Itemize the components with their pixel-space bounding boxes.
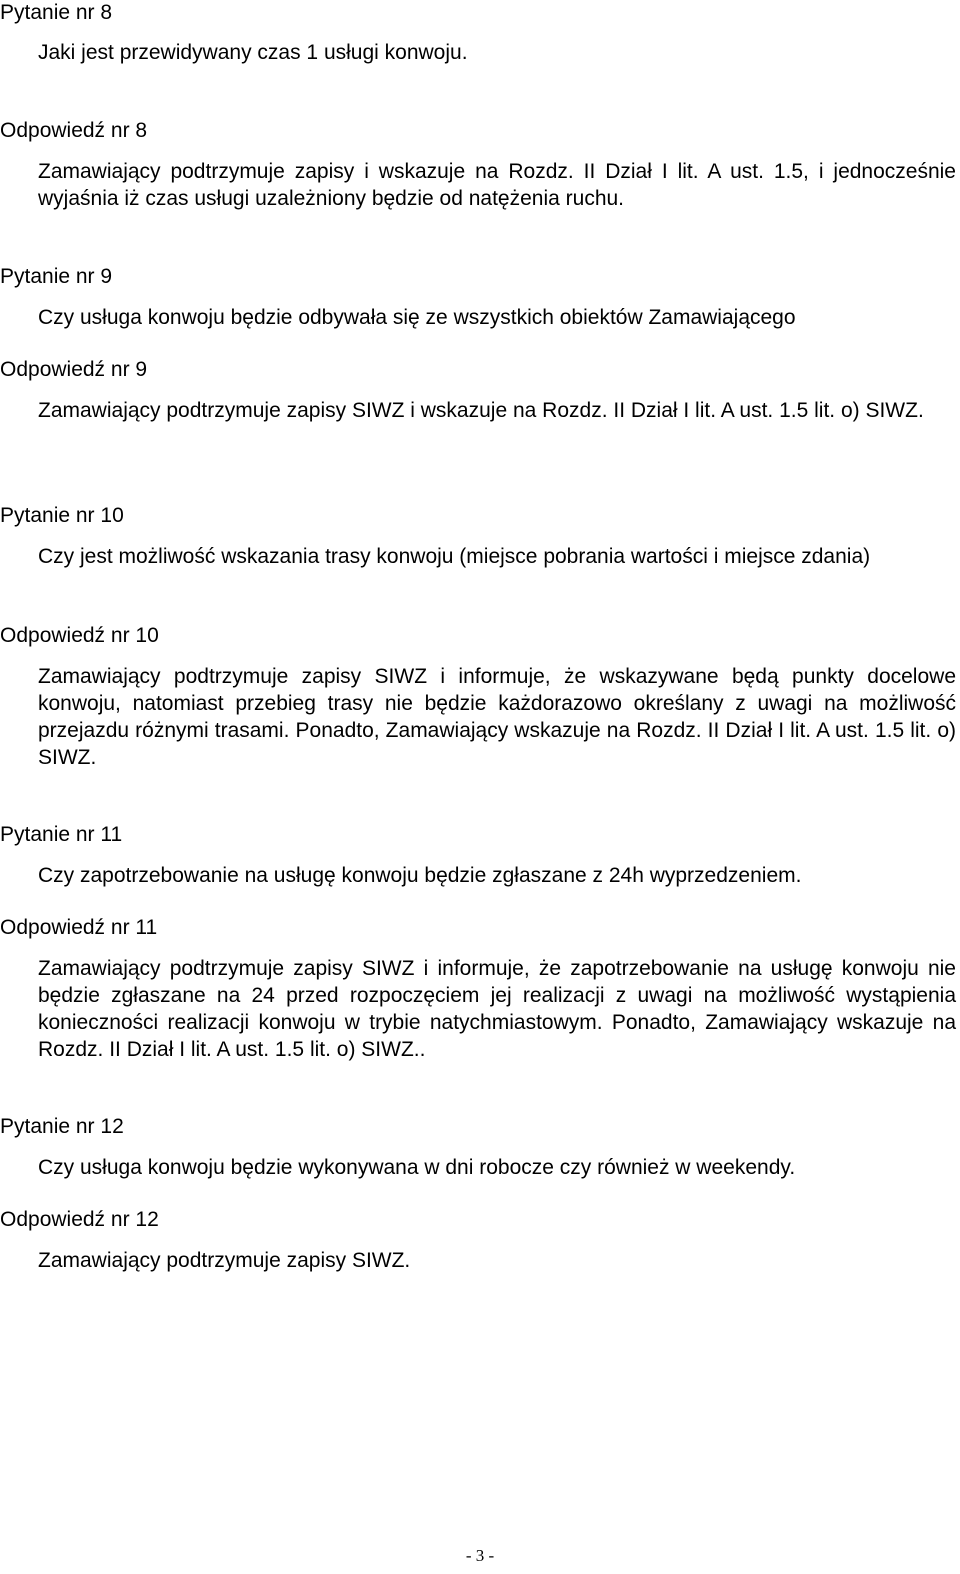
answer-heading-10: Odpowiedź nr 10 (0, 624, 159, 647)
question-text-12: Czy usługa konwoju będzie wykonywana w dni robocze czy również w weekendy. (38, 1156, 796, 1179)
answer-heading-12: Odpowiedź nr 12 (0, 1208, 159, 1231)
answer-text-12: Zamawiający podtrzymuje zapisy SIWZ. (38, 1249, 411, 1272)
answer-text-11: Zamawiający podtrzymuje zapisy SIWZ i informuje, że zapotrzebowanie na usługę konwoju nie będzie zgłaszane na 24 przed rozpoczęciem jej realizacji z uwagi na możliwość wystąpienia konieczności realizacji konwoju w trybie natychmiastowym. Ponadto, Zamawiający wskazuje na Rozdz. II Dział I lit. A ust. 1.5 lit. o) SIWZ.. (38, 957, 956, 1061)
answer-heading-9: Odpowiedź nr 9 (0, 358, 148, 381)
question-heading-10: Pytanie nr 10 (0, 504, 124, 527)
answer-text-8: Zamawiający podtrzymuje zapisy i wskazuje na Rozdz. II Dział I lit. A ust. 1.5, i jednocześnie wyjaśnia iż czas usługi uzależniony będzie od natężenia ruchu. (38, 160, 956, 210)
question-text-11: Czy zapotrzebowanie na usługę konwoju będzie zgłaszane z 24h wyprzedzeniem. (38, 864, 802, 887)
question-text-8: Jaki jest przewidywany czas 1 usługi konwoju. (38, 41, 468, 64)
question-text-10: Czy jest możliwość wskazania trasy konwoju (miejsce pobrania wartości i miejsce zdania) (38, 545, 871, 568)
page-number: - 3 - (465, 1546, 495, 1565)
answer-text-9: Zamawiający podtrzymuje zapisy SIWZ i wskazuje na Rozdz. II Dział I lit. A ust. 1.5 lit. o) SIWZ. (38, 399, 924, 422)
question-heading-8: Pytanie nr 8 (0, 1, 113, 24)
answer-text-10: Zamawiający podtrzymuje zapisy SIWZ i informuje, że wskazywane będą punkty docelowe konwoju, natomiast przebieg trasy nie będzie każdorazowo określany z uwagi na możliwość przejazdu różnymi trasami. Ponadto, Zamawiający wskazuje na Rozdz. II Dział I lit. A ust. 1.5 lit. o) SIWZ. (38, 665, 956, 769)
question-text-9: Czy usługa konwoju będzie odbywała się ze wszystkich obiektów Zamawiającego (38, 306, 796, 329)
answer-heading-11: Odpowiedź nr 11 (0, 916, 158, 939)
question-heading-11: Pytanie nr 11 (0, 823, 123, 846)
question-heading-12: Pytanie nr 12 (0, 1115, 124, 1138)
answer-heading-8: Odpowiedź nr 8 (0, 119, 148, 142)
question-heading-9: Pytanie nr 9 (0, 265, 113, 288)
